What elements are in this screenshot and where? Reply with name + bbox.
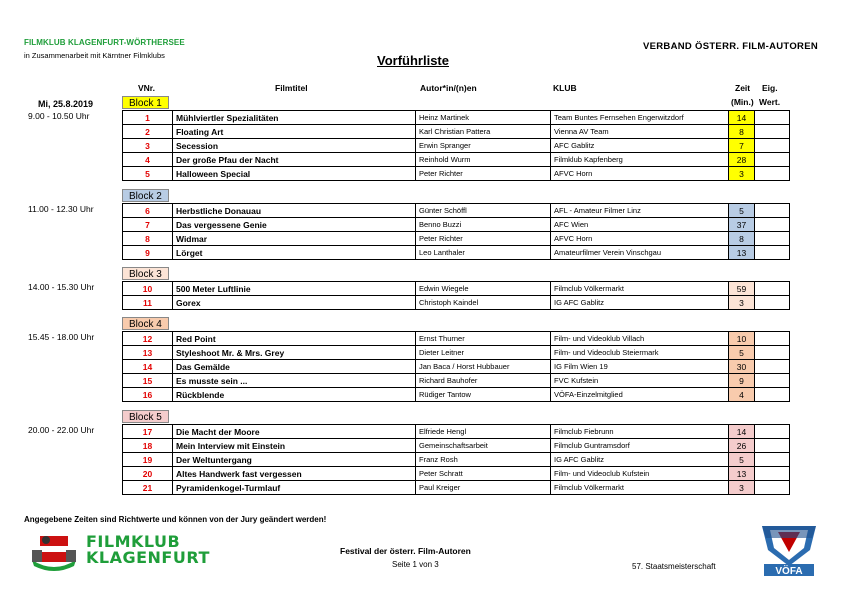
block-table — [122, 281, 790, 310]
block-label: Block 5 — [122, 410, 169, 423]
film-wertung — [755, 360, 790, 374]
film-minutes: 30 — [729, 360, 755, 374]
table-row — [123, 139, 790, 153]
film-title: Styleshoot Mr. & Mrs. Grey — [173, 346, 416, 360]
film-author: Christoph Kaindel — [416, 296, 551, 310]
block-time: 11.00 - 12.30 Uhr — [28, 204, 94, 214]
film-minutes: 3 — [729, 296, 755, 310]
film-club: Film- und Videoclub Kufstein — [551, 467, 729, 481]
col-zeit-unit: (Min.) — [731, 97, 754, 107]
film-number: 13 — [123, 346, 173, 360]
film-author: Erwin Spranger — [416, 139, 551, 153]
film-minutes: 28 — [729, 153, 755, 167]
film-club: AFC Wien — [551, 218, 729, 232]
film-author: Peter Richter — [416, 167, 551, 181]
film-number: 16 — [123, 388, 173, 402]
film-wertung — [755, 282, 790, 296]
film-title: Secession — [173, 139, 416, 153]
film-number: 10 — [123, 282, 173, 296]
film-title: Pyramidenkogel-Turmlauf — [173, 481, 416, 495]
block-table — [122, 424, 790, 495]
film-number: 12 — [123, 332, 173, 346]
film-author: Karl Christian Pattera — [416, 125, 551, 139]
block-time: 9.00 - 10.50 Uhr — [28, 111, 90, 121]
filmklub-logo — [28, 530, 80, 572]
table-row — [123, 167, 790, 181]
film-club: Film- und Videoclub Steiermark — [551, 346, 729, 360]
film-title: Der Weltuntergang — [173, 453, 416, 467]
film-title: Der große Pfau der Nacht — [173, 153, 416, 167]
film-number: 1 — [123, 111, 173, 125]
film-title: Mühlviertler Spezialitäten — [173, 111, 416, 125]
table-row — [123, 153, 790, 167]
film-minutes: 3 — [729, 167, 755, 181]
film-author: Richard Bauhofer — [416, 374, 551, 388]
film-wertung — [755, 346, 790, 360]
table-row — [123, 232, 790, 246]
film-author: Peter Schratt — [416, 467, 551, 481]
film-title: Lörget — [173, 246, 416, 260]
col-autor-header: Autor*in/(n)en — [420, 83, 477, 93]
film-wertung — [755, 246, 790, 260]
film-wertung — [755, 111, 790, 125]
film-title: Rückblende — [173, 388, 416, 402]
film-author: Günter Schöffl — [416, 204, 551, 218]
film-author: Jan Baca / Horst Hubbauer — [416, 360, 551, 374]
film-number: 11 — [123, 296, 173, 310]
film-wertung — [755, 425, 790, 439]
film-wertung — [755, 439, 790, 453]
film-minutes: 14 — [729, 111, 755, 125]
col-filmtitel-header: Filmtitel — [275, 83, 308, 93]
film-wertung — [755, 125, 790, 139]
film-club: VÖFA-Einzelmitglied — [551, 388, 729, 402]
film-number: 6 — [123, 204, 173, 218]
film-number: 8 — [123, 232, 173, 246]
film-minutes: 7 — [729, 139, 755, 153]
table-row — [123, 282, 790, 296]
table-row — [123, 439, 790, 453]
film-author: Benno Buzzi — [416, 218, 551, 232]
film-wertung — [755, 153, 790, 167]
film-club: Amateurfilmer Verein Vinschgau — [551, 246, 729, 260]
film-author: Paul Kreiger — [416, 481, 551, 495]
film-minutes: 5 — [729, 204, 755, 218]
film-author: Elfriede Hengl — [416, 425, 551, 439]
film-number: 20 — [123, 467, 173, 481]
table-row — [123, 218, 790, 232]
vofa-logo-icon — [758, 520, 820, 578]
film-minutes: 5 — [729, 346, 755, 360]
film-club: AFL - Amateur Filmer Linz — [551, 204, 729, 218]
film-wertung — [755, 332, 790, 346]
staatsmeisterschaft: 57. Staatsmeisterschaft — [632, 562, 716, 571]
club-subtitle: in Zusammenarbeit mit Kärntner Filmklubs — [24, 51, 165, 60]
film-author: Reinhold Wurm — [416, 153, 551, 167]
club-name: FILMKLUB KLAGENFURT-WÖRTHERSEE — [24, 38, 185, 47]
film-author: Dieter Leitner — [416, 346, 551, 360]
film-wertung — [755, 232, 790, 246]
table-row — [123, 481, 790, 495]
film-wertung — [755, 204, 790, 218]
table-row — [123, 453, 790, 467]
film-wertung — [755, 388, 790, 402]
table-row — [123, 111, 790, 125]
film-club: AFVC Horn — [551, 167, 729, 181]
block-label: Block 3 — [122, 267, 169, 280]
film-number: 3 — [123, 139, 173, 153]
film-number: 4 — [123, 153, 173, 167]
film-title: Die Macht der Moore — [173, 425, 416, 439]
film-number: 14 — [123, 360, 173, 374]
film-title: Altes Handwerk fast vergessen — [173, 467, 416, 481]
col-zeit-header: Zeit — [735, 83, 751, 93]
film-number: 2 — [123, 125, 173, 139]
table-row — [123, 425, 790, 439]
block-time: 20.00 - 22.00 Uhr — [28, 425, 95, 435]
film-author: Gemeinschaftsarbeit — [416, 439, 551, 453]
table-row — [123, 125, 790, 139]
film-title: 500 Meter Luftlinie — [173, 282, 416, 296]
film-number: 15 — [123, 374, 173, 388]
col-wert-header: Wert. — [759, 97, 781, 107]
film-number: 7 — [123, 218, 173, 232]
page-title: Vorführliste — [377, 53, 449, 68]
page-number: Seite 1 von 3 — [392, 560, 439, 569]
verband-name: VERBAND ÖSTERR. FILM-AUTOREN — [642, 41, 818, 52]
film-title: Das Gemälde — [173, 360, 416, 374]
film-wertung — [755, 167, 790, 181]
block-label: Block 2 — [122, 189, 169, 202]
logo-line1: FILMKLUB — [86, 532, 181, 551]
film-wertung — [755, 467, 790, 481]
film-minutes: 14 — [729, 425, 755, 439]
table-row — [123, 360, 790, 374]
film-club: AFVC Horn — [551, 232, 729, 246]
film-club: Filmclub Völkermarkt — [551, 481, 729, 495]
film-number: 9 — [123, 246, 173, 260]
film-title: Es musste sein ... — [173, 374, 416, 388]
film-wertung — [755, 296, 790, 310]
film-author: Peter Richter — [416, 232, 551, 246]
film-minutes: 37 — [729, 218, 755, 232]
col-eig-header: Eig. — [762, 83, 778, 93]
film-minutes: 13 — [729, 246, 755, 260]
film-club: FVC Kufstein — [551, 374, 729, 388]
film-club: Filmclub Völkermarkt — [551, 282, 729, 296]
film-minutes: 3 — [729, 481, 755, 495]
table-row — [123, 296, 790, 310]
film-number: 18 — [123, 439, 173, 453]
film-number: 19 — [123, 453, 173, 467]
film-number: 21 — [123, 481, 173, 495]
table-row — [123, 204, 790, 218]
film-minutes: 26 — [729, 439, 755, 453]
film-club: Filmclub Fiebrunn — [551, 425, 729, 439]
screening-date: Mi, 25.8.2019 — [38, 99, 94, 109]
table-row — [123, 246, 790, 260]
film-title: Herbstliche Donauau — [173, 204, 416, 218]
film-minutes: 13 — [729, 467, 755, 481]
film-minutes: 8 — [729, 232, 755, 246]
vofa-logo — [758, 520, 820, 578]
block-time: 15.45 - 18.00 Uhr — [28, 332, 95, 342]
film-club: IG AFC Gablitz — [551, 296, 729, 310]
film-club: Filmclub Guntramsdorf — [551, 439, 729, 453]
film-club: Filmklub Kapfenberg — [551, 153, 729, 167]
film-minutes: 5 — [729, 453, 755, 467]
col-nr-header: VNr. — [138, 83, 156, 93]
block-label: Block 1 — [122, 96, 169, 109]
film-title: Mein Interview mit Einstein — [173, 439, 416, 453]
film-wertung — [755, 139, 790, 153]
film-author: Edwin Wiegele — [416, 282, 551, 296]
logo-line2: KLAGENFURT — [86, 548, 210, 567]
film-wertung — [755, 374, 790, 388]
block-table — [122, 331, 790, 402]
film-title: Gorex — [173, 296, 416, 310]
footer-note: Angegebene Zeiten sind Richtwerte und können von der Jury geändert werden! — [24, 515, 327, 524]
film-title: Red Point — [173, 332, 416, 346]
film-minutes: 10 — [729, 332, 755, 346]
block-table — [122, 110, 790, 181]
film-author: Franz Rosh — [416, 453, 551, 467]
film-club: IG Film Wien 19 — [551, 360, 729, 374]
film-minutes: 59 — [729, 282, 755, 296]
film-minutes: 4 — [729, 388, 755, 402]
film-club: Team Buntes Fernsehen Engerwitzdorf — [551, 111, 729, 125]
film-minutes: 8 — [729, 125, 755, 139]
film-title: Floating Art — [173, 125, 416, 139]
vofa-logo-text: VÖFA — [775, 566, 803, 577]
filmklub-logo-text — [86, 534, 210, 566]
table-row — [123, 332, 790, 346]
festival-name: Festival der österr. Film-Autoren — [340, 546, 471, 556]
block-time: 14.00 - 15.30 Uhr — [28, 282, 95, 292]
film-number: 5 — [123, 167, 173, 181]
film-club: Film- und Videoklub Villach — [551, 332, 729, 346]
table-row — [123, 388, 790, 402]
film-minutes: 9 — [729, 374, 755, 388]
block-label: Block 4 — [122, 317, 169, 330]
film-number: 17 — [123, 425, 173, 439]
film-author: Rüdiger Tantow — [416, 388, 551, 402]
block-table — [122, 203, 790, 260]
film-title: Halloween Special — [173, 167, 416, 181]
filmklub-logo-icon — [28, 530, 80, 572]
film-club: Vienna AV Team — [551, 125, 729, 139]
col-klub-header: KLUB — [553, 83, 577, 93]
film-author: Ernst Thurner — [416, 332, 551, 346]
film-wertung — [755, 453, 790, 467]
film-author: Heinz Martinek — [416, 111, 551, 125]
table-row — [123, 346, 790, 360]
film-club: IG AFC Gablitz — [551, 453, 729, 467]
film-title: Widmar — [173, 232, 416, 246]
table-row — [123, 374, 790, 388]
film-wertung — [755, 481, 790, 495]
film-title: Das vergessene Genie — [173, 218, 416, 232]
film-club: AFC Gablitz — [551, 139, 729, 153]
film-wertung — [755, 218, 790, 232]
table-row — [123, 467, 790, 481]
film-author: Leo Lanthaler — [416, 246, 551, 260]
